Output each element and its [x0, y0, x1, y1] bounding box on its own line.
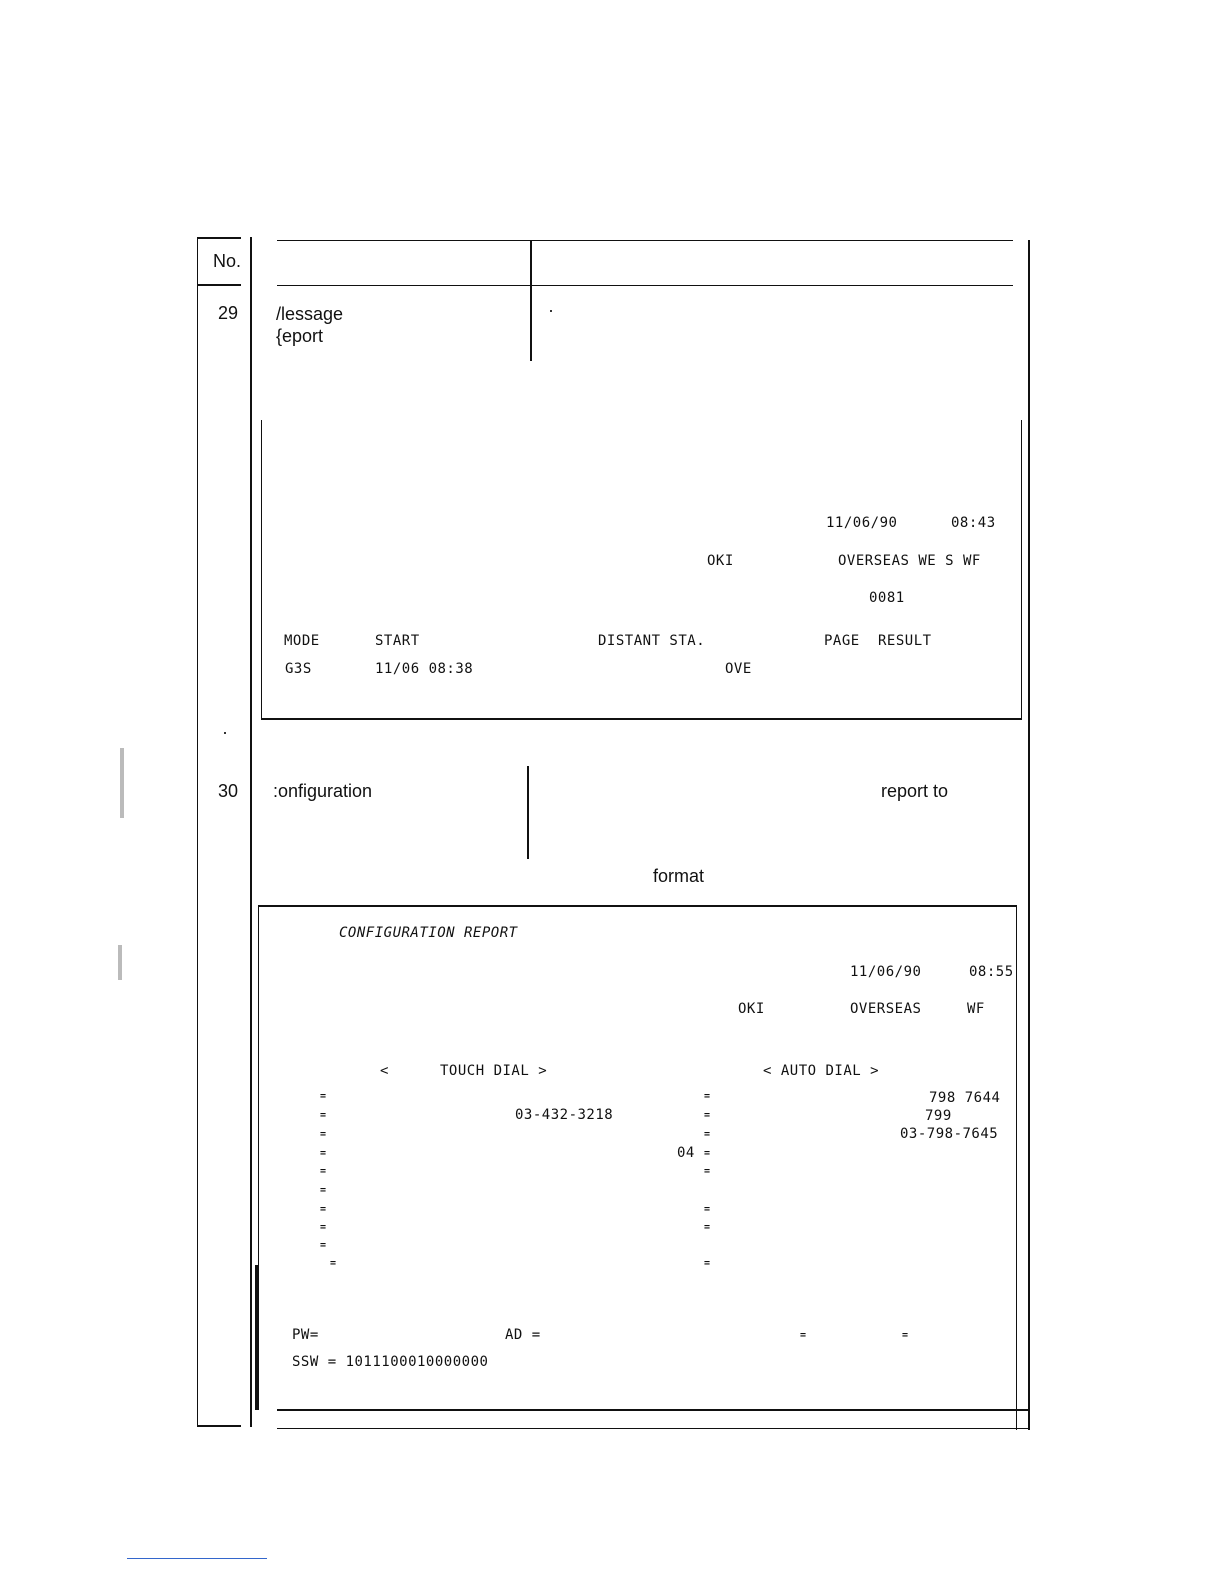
left-margin-vline [197, 237, 198, 1427]
cfg-station-suffix: WF [967, 1001, 985, 1017]
touch-entry-2: 03-432-3218 [515, 1107, 614, 1123]
no-col-divider [250, 237, 252, 1427]
msg-col-mode: MODE [284, 633, 320, 649]
msg-box-left [261, 420, 262, 720]
touch-eq-7: = [320, 1204, 327, 1215]
header-no-label: No. [213, 251, 242, 271]
header-top-rule [277, 240, 1013, 241]
msg-col-page: PAGE [824, 633, 860, 649]
msg-time: 08:43 [951, 515, 996, 531]
scan-smudge-lower [118, 945, 122, 980]
cfg-station-id: OVERSEAS [850, 1001, 922, 1017]
cfg-date: 11/06/90 [850, 964, 922, 980]
row29-col-divider [530, 240, 532, 361]
touch-dial-heading: TOUCH DIAL > [440, 1063, 548, 1079]
page-bottom-rule [277, 1428, 1029, 1429]
msg-code: 0081 [869, 590, 905, 606]
row29-desc-mark: · [548, 300, 554, 320]
touch-eq-9: = [320, 1240, 327, 1251]
touch-eq-3: = [320, 1129, 327, 1140]
row29-item-line1: /lessage [276, 304, 344, 324]
cfg-box-left [258, 905, 259, 1410]
touch-eq-10: = [330, 1258, 337, 1269]
touch-eq-1: = [320, 1091, 327, 1102]
msg-col-result: RESULT [878, 633, 932, 649]
row29-item-line2: {eport [276, 326, 324, 346]
auto-entry-2: 799 [925, 1108, 952, 1124]
row30-format-label: format [653, 866, 705, 886]
msg-box-bottom [261, 718, 1022, 720]
cfg-box-left-bold [255, 1265, 258, 1410]
touch-eq-2: = [320, 1110, 327, 1121]
msg-col-distant: DISTANT STA. [598, 633, 706, 649]
cfg-maker: OKI [738, 1001, 765, 1017]
auto-eq-2: = [704, 1110, 711, 1121]
extra-eq-1: = [800, 1330, 807, 1341]
msg-row-mode: G3S [285, 661, 312, 677]
table-right-border [1028, 240, 1030, 1430]
cfg-box-bottom [277, 1409, 1029, 1411]
row30-col-divider [527, 766, 529, 859]
row29-number: 29 [218, 303, 239, 323]
bottom-link-underline [127, 1558, 267, 1559]
auto-entry-1: 798 7644 [929, 1090, 1001, 1106]
auto-eq-1: = [704, 1091, 711, 1102]
scan-speck [224, 732, 226, 734]
header-bottom-rule [277, 285, 1013, 286]
auto-eq-7: = [704, 1222, 711, 1233]
auto-entry-3: 03-798-7645 [900, 1126, 999, 1142]
touch-dial-open-bracket: < [380, 1063, 389, 1079]
cfg-box-right [1016, 905, 1017, 1430]
msg-date: 11/06/90 [826, 515, 898, 531]
auto-eq-5: = [704, 1166, 711, 1177]
msg-station-id: OVERSEAS WE S WF [838, 553, 981, 569]
ssw-label: SSW = 1011100010000000 [292, 1354, 489, 1370]
row30-item: :onfiguration [273, 781, 373, 801]
auto-eq-8: = [704, 1258, 711, 1269]
no-col-top-tick [197, 237, 241, 239]
touch-eq-5: = [320, 1166, 327, 1177]
auto-eq-6: = [704, 1204, 711, 1215]
no-col-bottom-tick [197, 1425, 241, 1427]
extra-eq-2: = [902, 1330, 909, 1341]
msg-maker: OKI [707, 553, 734, 569]
cfg-time: 08:55 [969, 964, 1014, 980]
row30-number: 30 [218, 781, 239, 801]
no-col-header-rule [197, 284, 241, 286]
scan-smudge-upper [120, 748, 124, 818]
pw-label: PW= [292, 1327, 319, 1343]
row30-desc-fragment: report to [881, 781, 949, 801]
msg-box-right [1021, 420, 1022, 720]
touch-eq-4: = [320, 1148, 327, 1159]
cfg-title: CONFIGURATION REPORT [339, 925, 518, 941]
touch-eq-6: = [320, 1185, 327, 1196]
ad-label: AD = [505, 1327, 541, 1343]
auto-dial-heading: < AUTO DIAL > [763, 1063, 880, 1079]
cfg-box-top [258, 905, 1017, 907]
msg-row-distant: OVE [725, 661, 752, 677]
msg-row-start: 11/06 08:38 [375, 661, 474, 677]
touch-eq-8: = [320, 1222, 327, 1233]
auto-eq-4: = [704, 1148, 711, 1159]
msg-col-start: START [375, 633, 420, 649]
auto-eq-3: = [704, 1129, 711, 1140]
auto-prefix-04: 04 [677, 1145, 695, 1161]
